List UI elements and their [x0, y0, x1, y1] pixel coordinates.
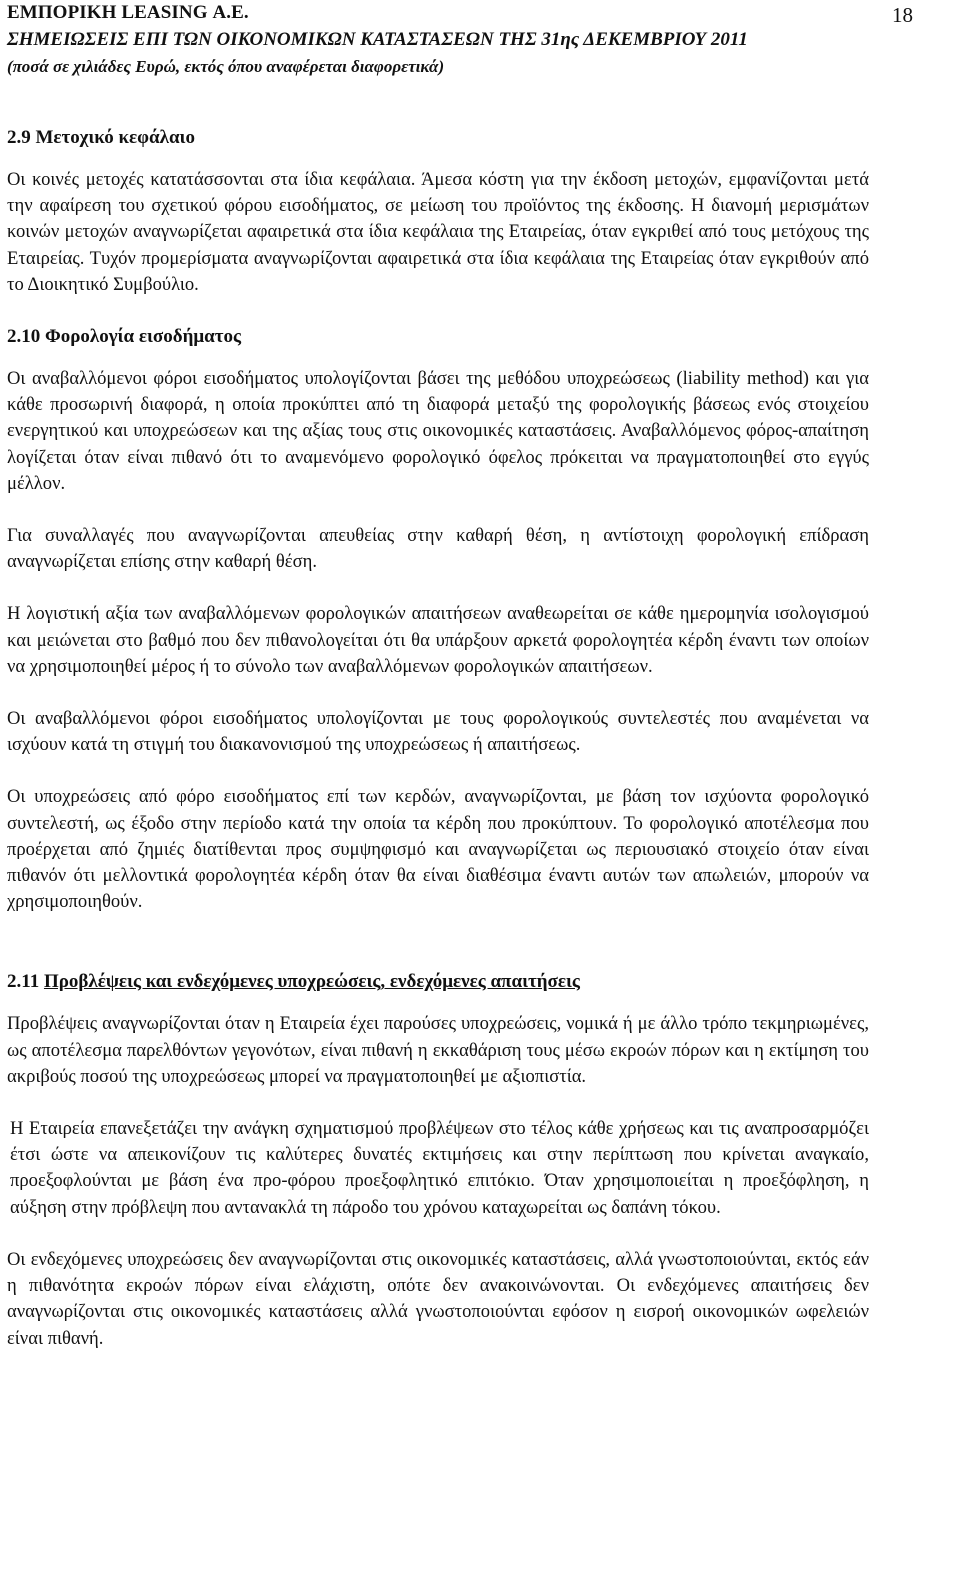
paragraph: Η λογιστική αξία των αναβαλλόμενων φορολογικών απαιτήσεων αναθεωρείται σε κάθε ημερομηνία ισολογισμού και μειώνεται στο βαθμό που δεν πιθανολογείται ότι θα υπάρξουν αρκετά φορολογητέα κέρδη έναντι των οποίων να χρησιμοποιηθεί μέρος ή το σύνολο των αναβαλλόμενων φορολογικών απαιτήσεων. — [7, 603, 869, 677]
document-subtitle: ΣΗΜΕΙΩΣΕΙΣ ΕΠΙ ΤΩΝ ΟΙΚΟΝΟΜΙΚΩΝ ΚΑΤΑΣΤΑΣΕΩΝ ΤΗΣ 31ης ΔΕΚΕΜΒΡΙΟΥ 2011 — [7, 29, 748, 50]
paragraph: Για συναλλαγές που αναγνωρίζονται απευθείας στην καθαρή θέση, η αντίστοιχη φορολογική επίδραση αναγνωρίζεται επίσης στην καθαρή θέση. — [7, 525, 869, 573]
section-number: 2.11 — [7, 971, 40, 993]
document-body — [7, 125, 869, 1352]
page-number: 18 — [892, 3, 913, 27]
paragraph: Προβλέψεις αναγνωρίζονται όταν η Εταιρεία έχει παρούσες υποχρεώσεις, νομικά ή με άλλο τρόπο τεκμηριωμένες, ως αποτέλεσμα παρελθόντων γεγονότων, είναι πιθανή η εκκαθάριση τους μέσω εκροών πόρων και η εκτίμηση του ακριβούς ποσού της υποχρεώσεως μπορεί να πραγματοποιηθεί με αξιοπιστία. — [7, 1013, 869, 1087]
paragraph: Οι κοινές μετοχές κατατάσσονται στα ίδια κεφάλαια. Άμεσα κόστη για την έκδοση μετοχών, εμφανίζονται μετά την αφαίρεση του σχετικού φόρου εισοδήματος, σε μείωση του προϊόντος της έκδοσης. Η διανομή μερισμάτων κοινών μετοχών αναγνωρίζεται αφαιρετικά στα ίδια κεφάλαια της Εταιρείας, όταν εγκριθεί από τους μετόχους της Εταιρείας. Τυχόν προμερίσματα αναγνωρίζονται αφαιρετικά στα ίδια κεφάλαια της Εταιρείας όταν εγκριθούν από το Διοικητικό Συμβούλιο. — [7, 169, 869, 295]
section-title: Προβλέψεις και ενδεχόμενες υποχρεώσεις, ενδεχόμενες απαιτήσεις — [43, 971, 580, 993]
paragraph: Οι υποχρεώσεις από φόρο εισοδήματος επί των κερδών, αναγνωρίζονται, με βάση τον ισχύοντα φορολογικό συντελεστή, ως έξοδο στην περίοδο κατά την οποία τα κέρδη που προκύπτουν. Το φορολογικό αποτέλεσμα που προέρχεται από ζημιές διατίθενται προς συμψηφισμό και αναγνωρίζεται ως περιουσιακό στοιχείο όταν είναι πιθανόν ότι μελλοντικά φορολογητέα κέρδη όταν θα είναι διαθέσιμα έναντι αυτών των απωλειών, μπορούν να χρησιμοποιηθούν. — [7, 786, 869, 913]
section-number: 2.9 — [7, 127, 31, 148]
units-note: (ποσά σε χιλιάδες Ευρώ, εκτός όπου αναφέρεται διαφορετικά) — [7, 57, 445, 76]
section-title: Μετοχικό κεφάλαιο — [35, 127, 195, 148]
section-heading-2-9 — [7, 125, 869, 151]
section-number: 2.10 — [7, 326, 41, 348]
section-title: Φορολογία εισοδήματος — [45, 326, 242, 348]
paragraph: Οι αναβαλλόμενοι φόροι εισοδήματος υπολογίζονται βάσει της μεθόδου υποχρεώσεως (liability method) και για κάθε προσωρινή διαφορά, η οποία προκύπτει από τη διαφορά μεταξύ της φορολογικής βάσεως ενός στοιχείου ενεργητικού και υποχρεώσεων και της αξίας τους στις οικονομικές καταστάσεις. Αναβαλλόμενος φόρος-απαίτηση λογίζεται όταν είναι πιθανό ότι το αναμενόμενο φορολογικό όφελος πρόκειται να πραγματοποιηθεί στο εγγύς μέλλον. — [7, 368, 869, 494]
page-header — [7, 0, 947, 80]
section-heading-2-11 — [7, 969, 869, 995]
company-name: ΕΜΠΟΡΙΚΗ LEASING Α.Ε. — [7, 2, 249, 23]
paragraph: Οι ενδεχόμενες υποχρεώσεις δεν αναγνωρίζονται στις οικονομικές καταστάσεις, αλλά γνωστοποιούνται, εκτός εάν η πιθανότητα εκροών πόρων είναι ελάχιστη, οπότε δεν ανακοινώνονται. Οι ενδεχόμενες απαιτήσεις δεν αναγνωρίζονται στις οικονομικές καταστάσεις αλλά γνωστοποιούνται εφόσον η εισροή οικονομικών ωφελειών είναι πιθανή. — [7, 1248, 869, 1349]
paragraph: Η Εταιρεία επανεξετάζει την ανάγκη σχηματισμού προβλέψεων στο τέλος κάθε χρήσεως και τις αναπροσαρμόζει έτσι ώστε να απεικονίζουν τις καλύτερες δυνατές εκτιμήσεις και στην περίπτωση που κρίνεται αναγκαίο, προεξοφλούνται με βάση ένα προ-φόρου προεξοφλητικό επιτόκιο. Όταν χρησιμοποιείται η προεξόφληση, η αύξηση στην πρόβλεψη που αντανακλά τη πάροδο του χρόνου καταχωρείται ως δαπάνη τόκου. — [10, 1118, 869, 1218]
section-heading-2-10 — [7, 324, 869, 350]
paragraph: Οι αναβαλλόμενοι φόροι εισοδήματος υπολογίζονται με τους φορολογικούς συντελεστές που αναμένεται να ισχύουν κατά τη στιγμή του διακανονισμού της υποχρεώσεως ή απαιτήσεως. — [7, 708, 869, 756]
